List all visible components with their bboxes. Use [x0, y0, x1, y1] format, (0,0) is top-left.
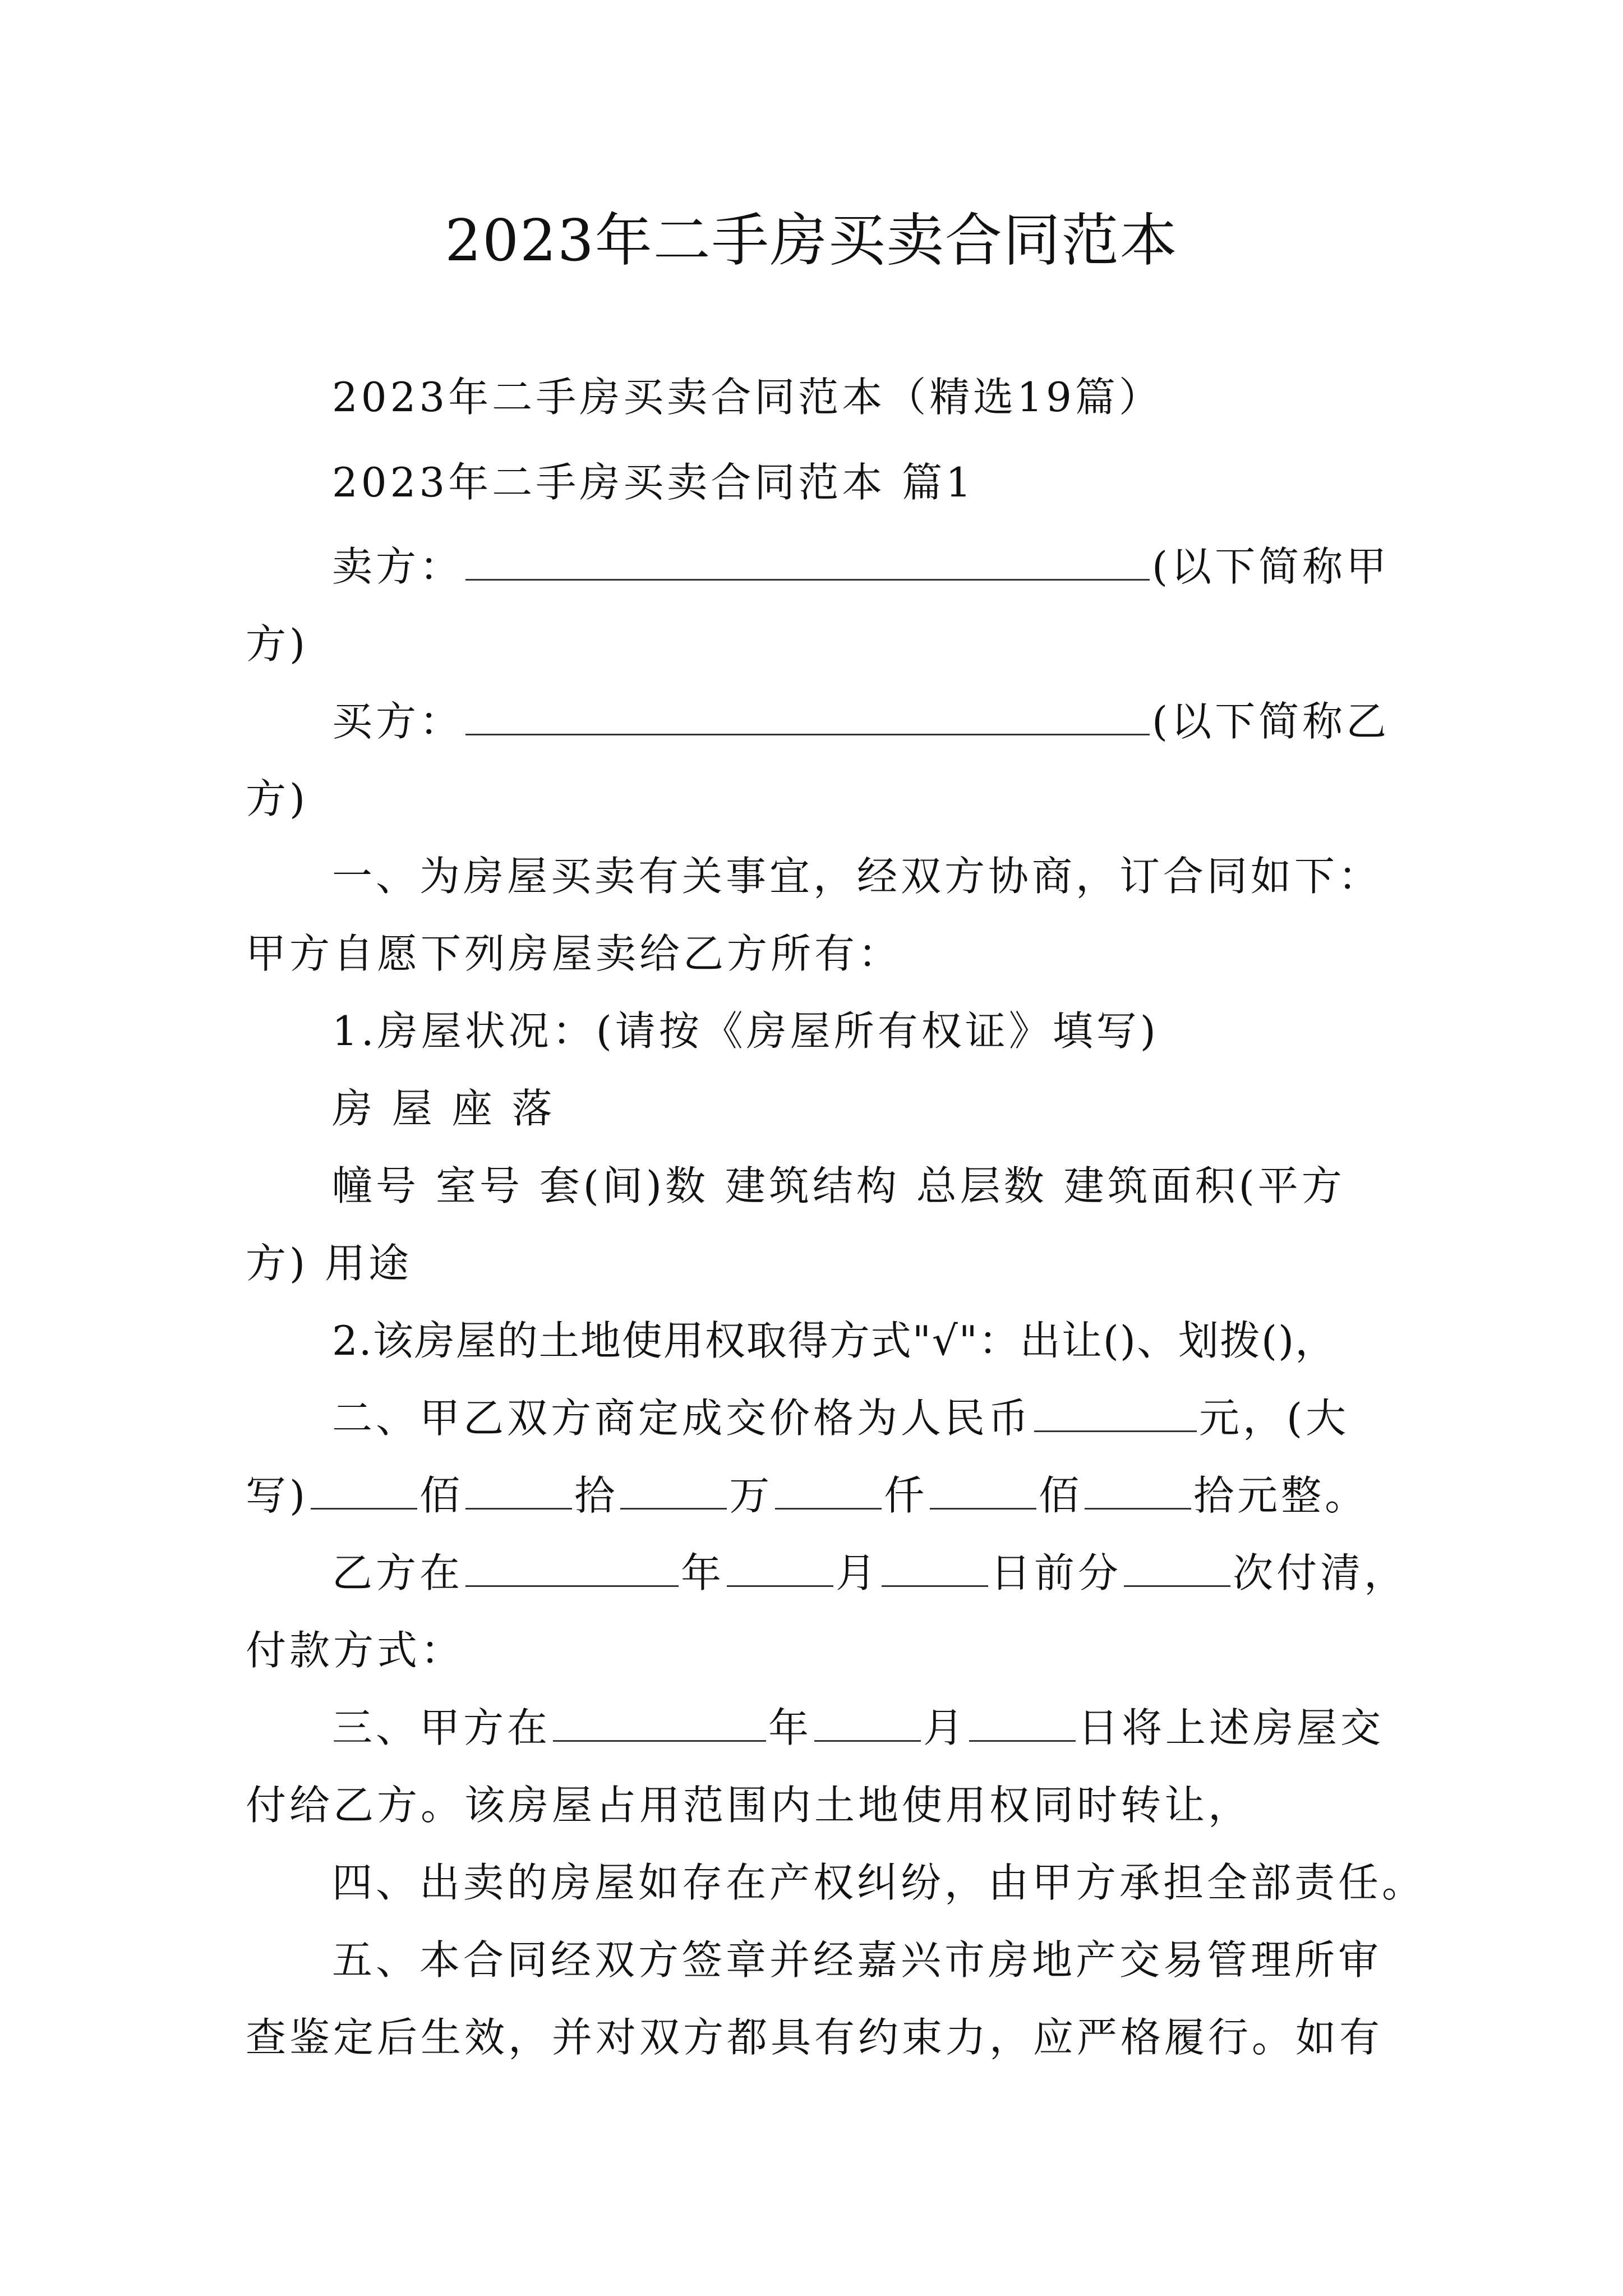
document-title: 2023年二手房买卖合同范本 [445, 208, 1178, 274]
clause2-end: 拾元整。 [1193, 1472, 1369, 1519]
clause1-line1: 一、为房屋买卖有关事宜，经双方协商，订合同如下： [332, 853, 1382, 900]
buyer-continuation: 方) [246, 775, 309, 822]
end-blank [1085, 1469, 1191, 1510]
payment-times-blank [1124, 1546, 1230, 1587]
buyer-suffix: (以下简称乙 [1152, 698, 1390, 745]
clause2-shi1: 拾 [574, 1472, 619, 1519]
payment-day-blank [882, 1546, 988, 1587]
clause1-location: 房 屋 座 落 [332, 1085, 556, 1132]
price-blank [1034, 1391, 1197, 1432]
payment-month: 月 [836, 1549, 880, 1596]
clause3-day-blank [969, 1701, 1076, 1742]
seller-suffix: (以下简称甲 [1152, 543, 1390, 590]
clause2-daxie: 写) [246, 1472, 309, 1519]
payment-method: 付款方式： [246, 1627, 465, 1674]
payment-end: 次付清， [1233, 1549, 1408, 1596]
clause1-columns-line1: 幢号 室号 套(间)数 建筑结构 总层数 建筑面积(平方 [332, 1162, 1345, 1209]
clause2-yuan: 元，(大 [1199, 1395, 1350, 1442]
clause3-month-blank [814, 1701, 921, 1742]
clause5-line1: 五、本合同经双方签章并经嘉兴市房地产交易管理所审 [332, 1936, 1382, 1984]
clause5-line2: 查鉴定后生效，并对双方都具有约束力，应严格履行。如有 [246, 2014, 1384, 2061]
clause3-line2: 付给乙方。该房屋占用范围内土地使用权同时转让， [246, 1782, 1252, 1829]
buyer-name-blank [465, 694, 1150, 735]
buyer-label: 买方： [332, 698, 464, 745]
clause4: 四、出卖的房屋如存在产权纠纷，由甲方承担全部责任。 [332, 1859, 1426, 1906]
clause1-columns-line2: 方) 用途 [246, 1240, 412, 1287]
qian-blank [775, 1469, 882, 1510]
clause1-item2: 2.该房屋的土地使用权取得方式"√"：出让()、划拨()， [332, 1317, 1337, 1364]
clause2-bai1: 佰 [419, 1472, 464, 1519]
clause2-line2 [246, 1467, 1368, 1524]
clause3-end: 日将上述房屋交 [1078, 1704, 1385, 1751]
payment-day: 日前分 [990, 1549, 1122, 1596]
seller-label: 卖方： [332, 543, 464, 590]
section-heading: 2023年二手房买卖合同范本 篇1 [332, 459, 975, 506]
clause3-month: 月 [923, 1704, 967, 1751]
clause1-line2: 甲方自愿下列房屋卖给乙方所有： [246, 930, 902, 977]
clause3-year: 年 [768, 1704, 813, 1751]
clause2-qian: 仟 [884, 1472, 928, 1519]
payment-year: 年 [681, 1549, 725, 1596]
clause3-year-blank [553, 1701, 766, 1742]
clause1-item1: 1.房屋状况：(请按《房屋所有权证》填写) [332, 1007, 1159, 1055]
payment-month-blank [727, 1546, 833, 1587]
clause2-bai2: 佰 [1039, 1472, 1083, 1519]
clause2-line1 [332, 1390, 1349, 1446]
clause2-wan: 万 [729, 1472, 773, 1519]
bai2-blank [930, 1469, 1036, 1510]
clause2-prefix: 二、甲乙双方商定成交价格为人民币 [332, 1395, 1032, 1442]
seller-line [332, 539, 1390, 595]
seller-continuation: 方) [246, 620, 309, 668]
shi1-blank [465, 1469, 572, 1510]
payment-year-blank [465, 1546, 679, 1587]
wan-blank [620, 1469, 727, 1510]
payment-prefix: 乙方在 [332, 1549, 464, 1596]
bai1-blank [311, 1469, 417, 1510]
clause3-prefix: 三、甲方在 [332, 1704, 551, 1751]
payment-line [332, 1545, 1408, 1601]
seller-name-blank [465, 540, 1150, 581]
document-subtitle: 2023年二手房买卖合同范本（精选19篇） [332, 374, 1163, 421]
buyer-line [332, 693, 1390, 749]
clause3-line1 [332, 1700, 1384, 1756]
